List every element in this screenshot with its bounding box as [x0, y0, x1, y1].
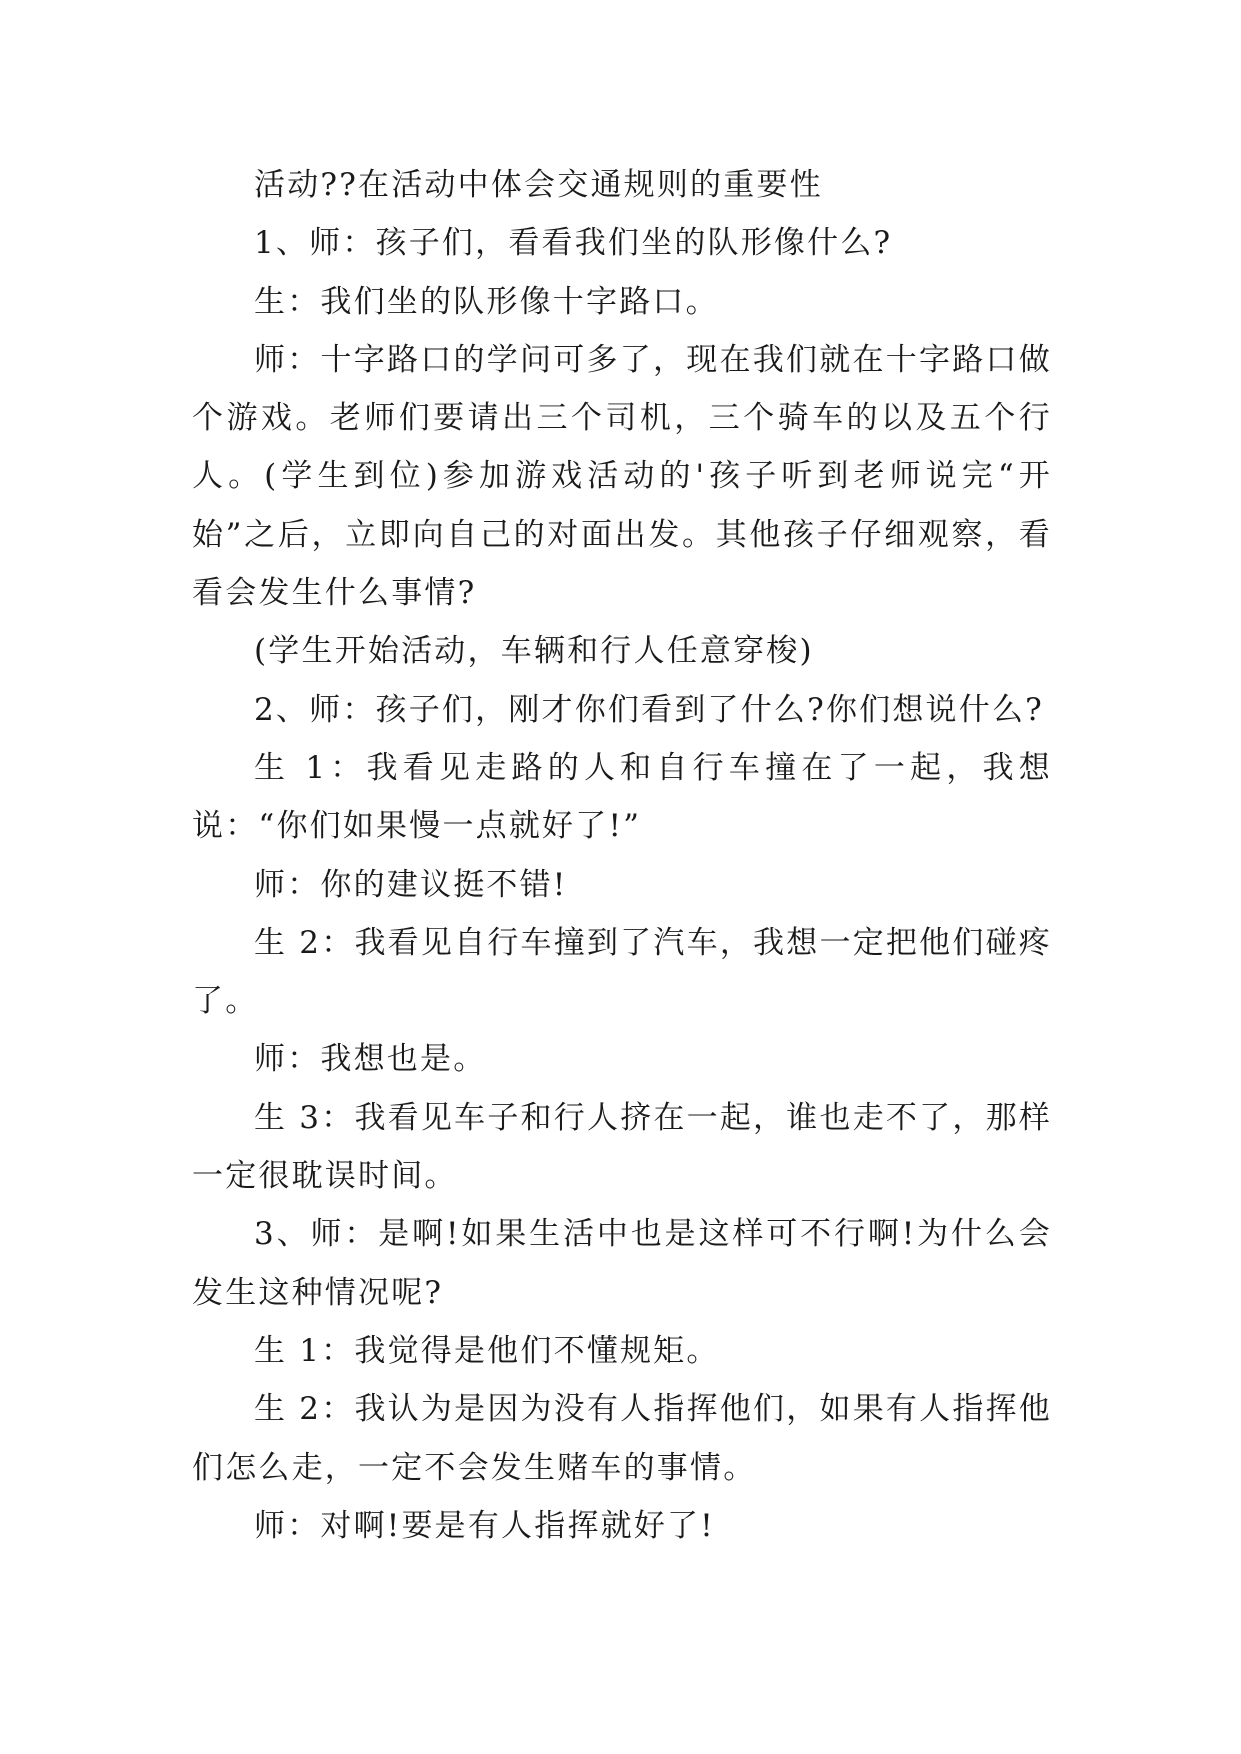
- paragraph-student-1: 生 1：我看见走路的人和自行车撞在了一起，我想说：“你们如果慢一点就好了!”: [192, 749, 1052, 845]
- paragraph-teacher-question-2: 2、师：孩子们，刚才你们看到了什么?你们想说什么?: [254, 691, 1044, 728]
- paragraph-teacher-game-intro: 师：十字路口的学问可多了，现在我们就在十字路口做个游戏。老师们要请出三个司机，三个骑车的以及五个行人。(学生到位)参加游戏活动的'孩子听到老师说完“开始”之后，立即向自己的对面出发。其他孩子仔细观察，看看会发生什么事情?: [192, 341, 1052, 612]
- document-page: [192, 156, 1052, 1555]
- paragraph-student-2-reason: 生 2：我认为是因为没有人指挥他们，如果有人指挥他们怎么走，一定不会发生赌车的事情。: [192, 1391, 1052, 1486]
- paragraph-student-answer: 生：我们坐的队形像十字路口。: [254, 283, 719, 320]
- paragraph-teacher-question-3: 3、师：是啊!如果生活中也是这样可不行啊!为什么会发生这种情况呢?: [192, 1216, 1052, 1311]
- paragraph-student-1-reason: 生 1：我觉得是他们不懂规矩。: [254, 1332, 720, 1369]
- paragraph-student-3: 生 3：我看见车子和行人挤在一起，谁也走不了，那样一定很耽误时间。: [192, 1099, 1052, 1195]
- paragraph-activity-note: (学生开始活动，车辆和行人任意穿梭): [254, 633, 814, 670]
- paragraph-teacher-reply-2: 师：我想也是。: [254, 1041, 487, 1078]
- paragraph-teacher-reply-1: 师：你的建议挺不错!: [254, 866, 568, 903]
- paragraph-teacher-question-1: 1、师：孩子们，看看我们坐的队形像什么?: [254, 225, 893, 262]
- paragraph-student-2: 生 2：我看见自行车撞到了汽车，我想一定把他们碰疼了。: [192, 924, 1052, 1020]
- paragraph-teacher-conclusion: 师：对啊!要是有人指挥就好了!: [254, 1507, 715, 1544]
- paragraph-activity-title: 活动??在活动中体会交通规则的重要性: [254, 167, 823, 203]
